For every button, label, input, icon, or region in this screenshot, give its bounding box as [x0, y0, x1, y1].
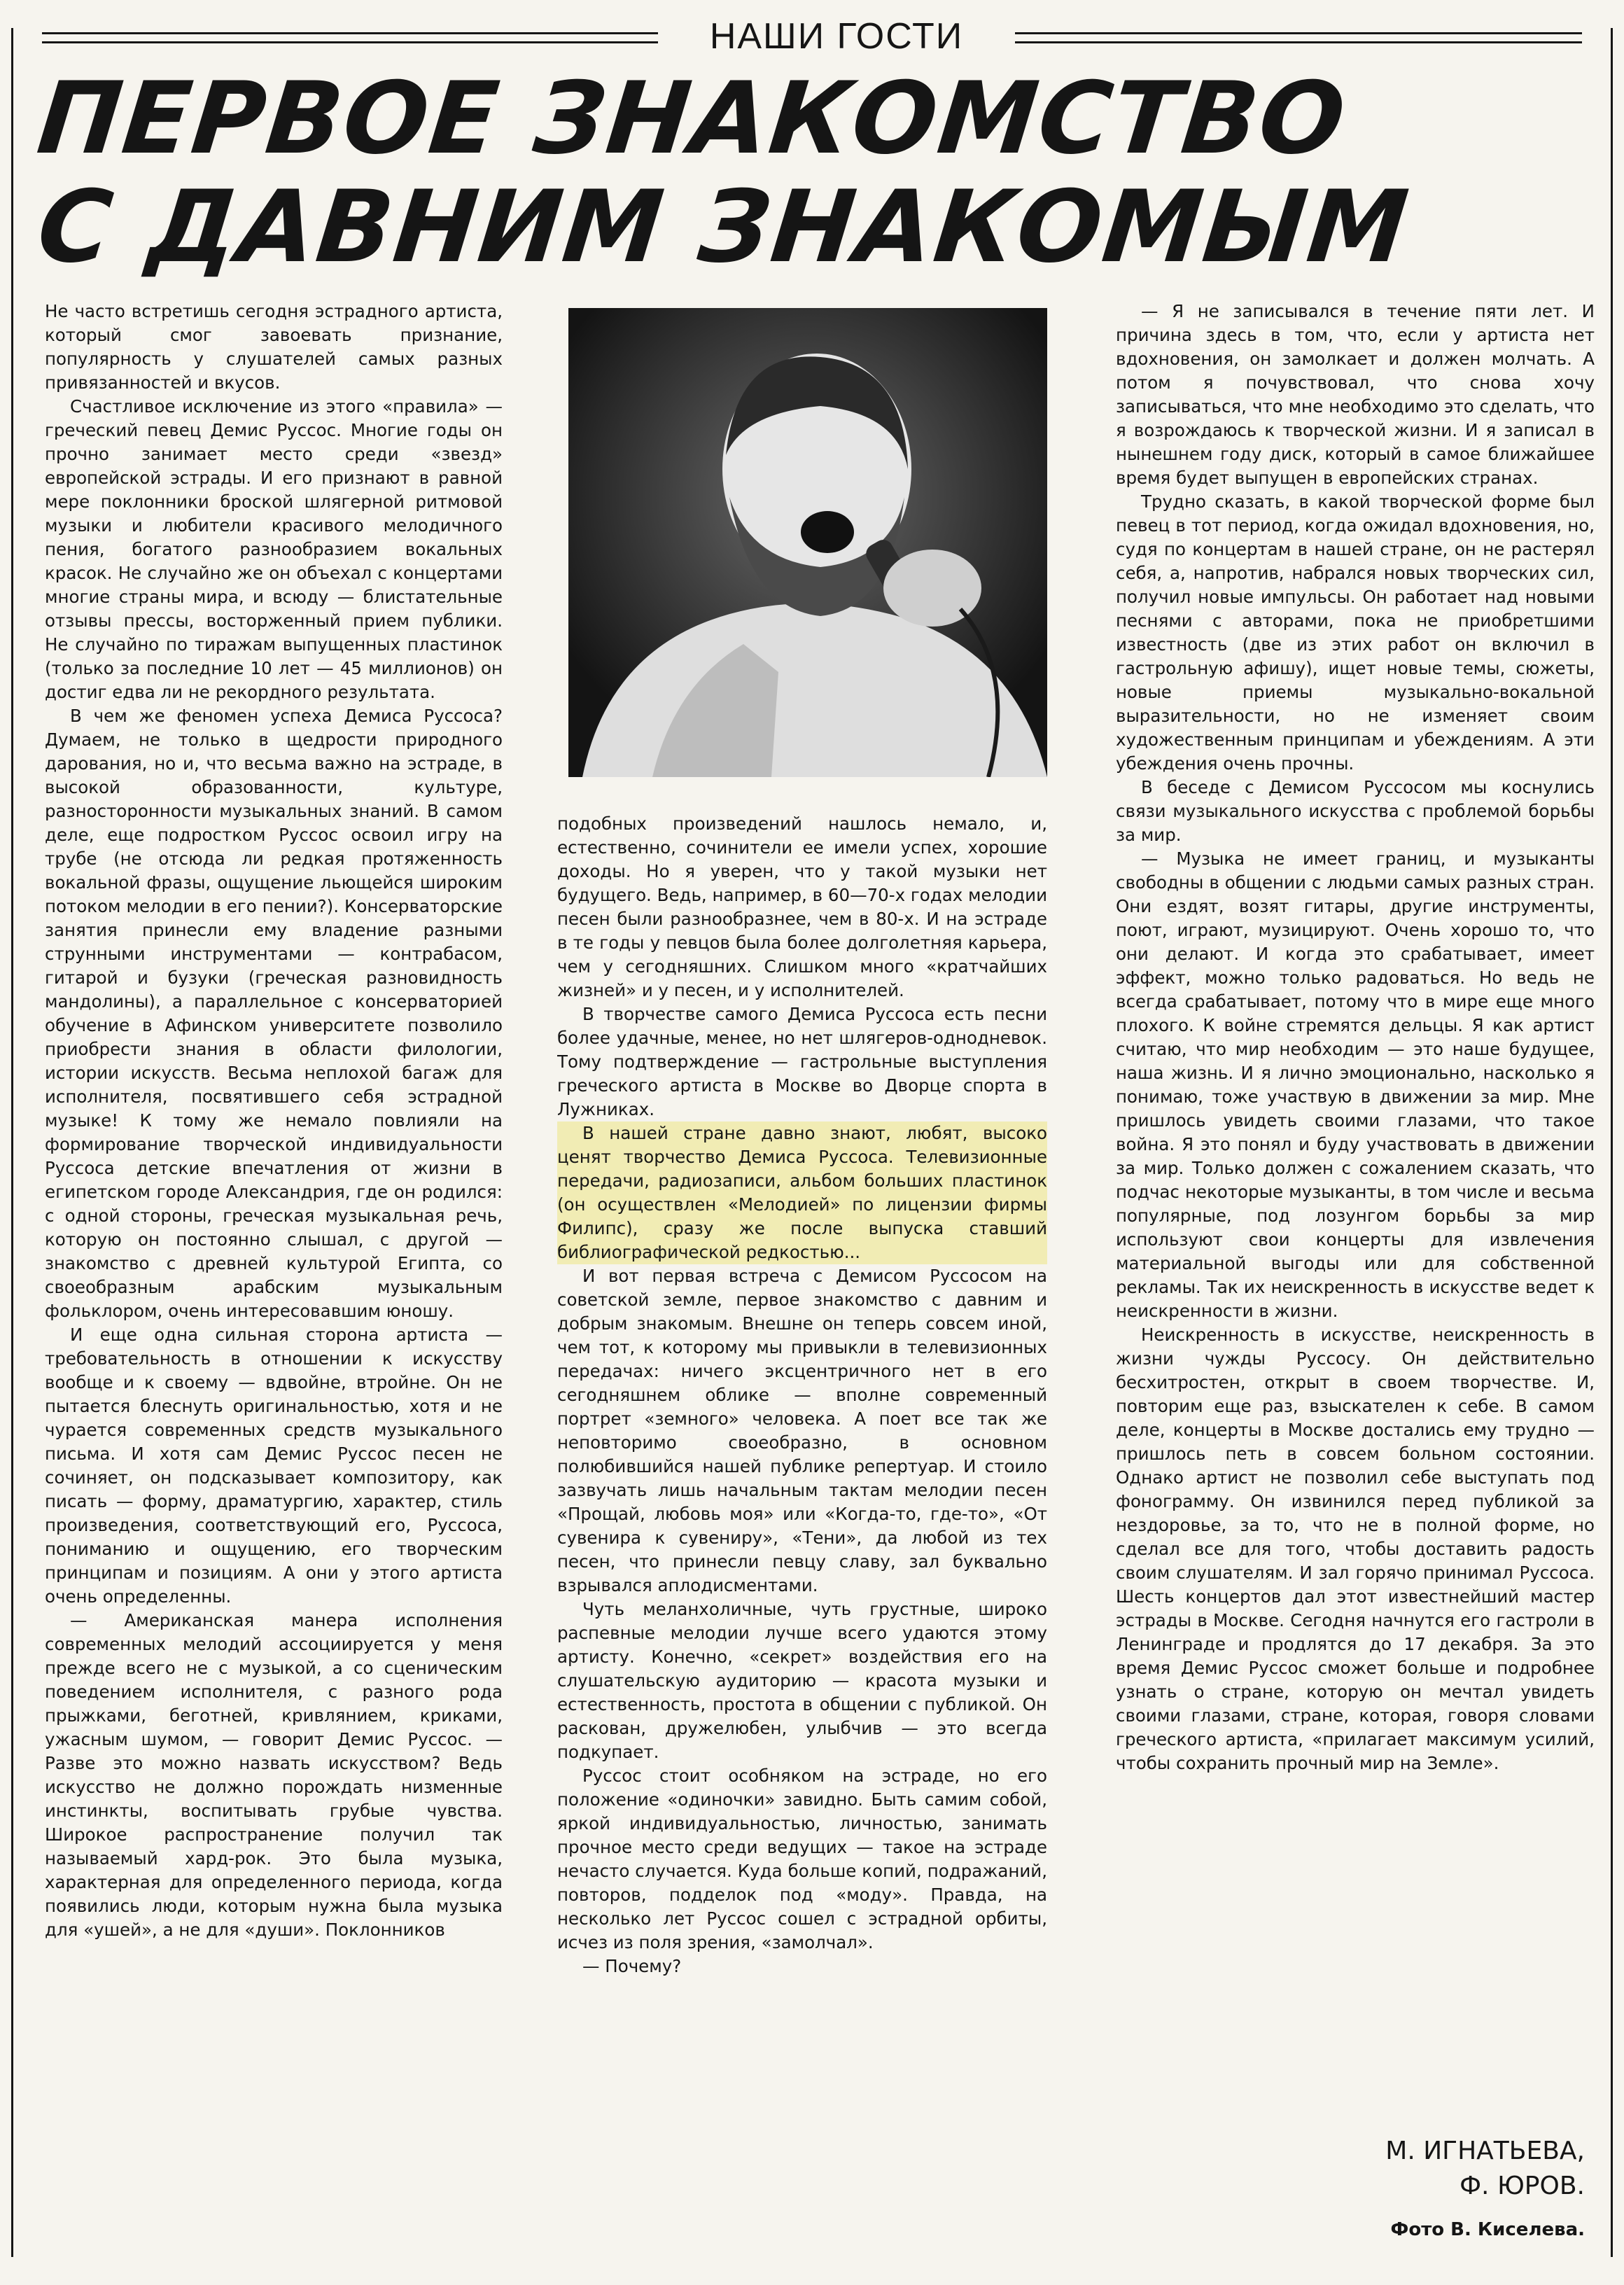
article-column-1	[45, 300, 503, 2253]
column-1-paragraph: И еще одна сильная сторона артиста — требовательность в отношении к искусству вообще и к своему — вдвойне, втройне. Он не пытается блеснуть оригинальностью, хотя и не чурается современных средств музыкального письма. И хотя сам Демис Руссос песен не сочиняет, он подсказывает композитору, как писать — форму, драматургию, характер, стиль произведения, соответствующий его, Руссоса, пониманию и ощущению, его творческим принципам и позициям. А они у этого артиста очень определенны.	[45, 1325, 503, 1607]
column-2-paragraph: Руссос стоит особняком на эстраде, но его положение «одиночки» завидно. Быть самим собой, яркой индивидуальностью, личностью, занимать прочное место среди ведущих — такое на эстраде нечасто случается. Куда больше копий, подражаний, повторов, подделок под «моду». Правда, на несколько лет Руссос сошел с эстрадной орбиты, исчез из поля зрения, «замолчал».	[557, 1766, 1047, 1952]
rubric-rule-right	[1015, 32, 1582, 43]
column-1-paragraph: В чем же феномен успеха Демиса Руссоса? Думаем, не только в щедрости природного дарования, но и, что весьма важно на эстраде, в высокой образованности, культуре, разносторонности музыкальных знаний. В самом деле, еще подростком Руссос освоил игру на трубе (не отсюда ли редкая протяженность вокальной фразы, ощущение льющейся широким потоком мелодии в его пении?). Консерваторские занятия принесли ему владение разными струнными инструментами — контрабасом, гитарой и бузуки (греческая разновидность мандолины), а параллельное с консерваторией обучение в Афинском университете позволило приобрести знания в области филологии, истории искусств. Весьма неплохой багаж для исполнителя, посвятившего себя эстрадной музыке! К тому же немало повлияли на формирование творческой индивидуальности Руссоса детские впечатления от жизни в египетском городе Александрия, где он родился: с одной стороны, греческая музыкальная речь, которую он постоянно слышал, с другой — знакомство с древней культурой Египта, со своеобразным арабским музыкальным фольклором, очень интересовавшим юношу.	[45, 706, 503, 1321]
column-3-paragraph: Неискренность в искусстве, неискренность в жизни чужды Руссосу. Он действительно бесхитростен, открыт в своем творчестве. И, повторим еще раз, взыскателен к себе. В самом деле, концерты в Москве достались ему трудно — пришлось петь в совсем больном состоянии. Однако артист не позволил себе выступать под фонограмму. Он извинился перед публикой за нездоровье, за то, что не в полной форме, но сделал все для того, чтобы доставить радость своим слушателям. И зал горячо принимал Руссоса. Шесть концертов дал этот известнейший мастер эстрады в Москве. Сегодня начнутся его гастроли в Ленинграде и продлятся до 17 декабря. За это время Демис Руссос сможет больше и подробнее узнать о стране, которую он мечтал увидеть своими глазами, стране, которая, говоря словами греческого артиста, «прилагает максимум усилий, чтобы сохранить прочный мир на Земле».	[1116, 1325, 1595, 1773]
rubric-label: НАШИ ГОСТИ	[709, 16, 964, 57]
column-1-paragraph: Счастливое исключение из этого «правила» — греческий певец Демис Руссос. Многие годы он прочно занимает место среди «звезд» европейской эстрады. И его признают в равной мере поклонники броской шлягерной ритмовой музыки и любители красивого мелодичного пения, богатого разнообразием вокальных красок. Не случайно же он объехал с концертами многие страны мира, и всюду — блистательные отзывы прессы, восторженный прием публики. Не случайно по тиражам выпущенных пластинок (только за последние 10 лет — 45 миллионов) он достиг едва ли не рекордного результата.	[45, 396, 503, 702]
highlighted-paragraph: В нашей стране давно знают, любят, высоко ценят творчество Демиса Руссоса. Телевизионные передачи, радиозаписи, альбом больших пластинок (он осуществлен «Мелодией» по лицензии фирмы Филипс), сразу же после выпуска ставший библиографической редкостью...	[557, 1121, 1047, 1264]
author-signature-2: Ф. ЮРОВ.	[1460, 2172, 1585, 2200]
column-2-paragraph: подобных произведений нашлось немало, и, естественно, сочинители ее имели успех, хорошие доходы. Но я уверен, что у такой музыки нет будущего. Ведь, например, в 60—70-х годах мелодии песен были разнообразнее, чем в 80-х. И на эстраде в те годы у певцов была более долголетняя карьера, чем у сегодняшних. Слишком много «кратчайших жизней» и у песен, и у исполнителей.	[557, 813, 1047, 1000]
right-border-rule	[1611, 28, 1613, 2257]
column-1-paragraph: Не часто встретишь сегодня эстрадного артиста, который смог завоевать признание, популярность у слушателей самых разных привязанностей и вкусов.	[45, 301, 503, 393]
left-border-rule	[11, 28, 13, 2257]
column-2-paragraph: — Почему?	[582, 1956, 682, 1976]
column-1-paragraph: — Американская манера исполнения современных мелодий ассоциируется у меня прежде всего не с музыкой, а со сценическим поведением исполнителя, с разного рода прыжками, беготней, кривлянием, криками, ужасным шумом, — говорит Демис Руссос. — Разве это можно назвать искусством? Ведь искусство не должно порождать низменные инстинкты, воспитывать грубые чувства. Широкое распространение получил так называемый хард-рок. Это была музыка, характерная для определенного периода, когда появились люди, которым нужна была музыка для «ушей», а не для «души». Поклонников	[45, 1610, 503, 1940]
column-2-paragraph: В творчестве самого Демиса Руссоса есть песни более удачные, менее, но нет шлягеров-однодневок. Тому подтверждение — гастрольные выступления греческого артиста в Москве во Дворце спорта в Лужниках.	[557, 1004, 1047, 1119]
column-2-paragraph: Чуть меланхоличные, чуть грустные, широко распевные мелодии лучше всего удаются этому артисту. Конечно, «секрет» воздействия его на слушательскую аудиторию — красота музыки и естественность, простота в общении с публикой. Он раскован, дружелюбен, улыбчив — это всегда подкупает.	[557, 1599, 1047, 1762]
article-column-3	[1116, 300, 1595, 2155]
column-2-paragraph: И вот первая встреча с Демисом Руссосом на советской земле, первое знакомство с давним и добрым знакомым. Внешне он теперь совсем иной, чем тот, к которому мы привыкли в телевизионных передачах: ничего эксцентричного нет в его сегодняшнем облике — вполне современный портрет «земного» человека. А поет все так же неповторимо своеобразно, в основном полюбившийся нашей публике репертуар. И стоило зазвучать лишь начальным тактам мелодии песен «Прощай, любовь моя» или «Когда-то, где-то», «От сувенира к сувениру», «Тени», да любой из тех песен, что принесли певцу славу, зал буквально взрывался аплодисментами.	[557, 1266, 1047, 1595]
headline-line-2: С ДАВНИМ ЗНАКОМЫМ	[32, 169, 1415, 285]
portrait-photo	[568, 308, 1047, 777]
rubric-bar	[42, 15, 1582, 57]
column-3-paragraph: Трудно сказать, в какой творческой форме был певец в тот период, когда ожидал вдохновения, но, судя по концертам в нашей стране, он не растерял себя, а, напротив, набрался новых творческих сил, получил новые импульсы. Он работает над новыми песнями с авторами, пока не приобретшими известность (две из этих работ он включил в гастрольную афишу), ищет новые темы, сюжеты, новые приемы музыкально-вокальной выразительности, но не изменяет своим художественным принципам и убеждениям. А эти убеждения очень прочны.	[1116, 491, 1595, 774]
rubric-rule-left	[42, 32, 658, 43]
column-3-paragraph: — Музыка не имеет границ, и музыканты свободны в общении с людьми самых разных стран. Они ездят, возят гитары, другие инструменты, поют, играют, музицируют. Очень хорошо то, что они делают. И когда это срабатывает, имеет эффект, можно только радоваться. Но ведь не всегда срабатывает, потому что в мире еще много плохого. К войне стремятся дельцы. Я как артист считаю, что мир необходим — это наше будущее, наша жизнь. И я лично эмоционально, насколько я понимаю, тоже участвую в движении за мир. Мне пришлось увидеть своими глазами, что такое война. Я это понял и буду участвовать в движении за мир. Только должен с сожалением сказать, что подчас некоторые музыканты, в том числе и весьма популярные, под лозунгом борьбы за мир используют свои концерты для извлечения материальной выгоды или для собственной рекламы. Так их неискренность в искусстве ведет к неискренности в жизни.	[1116, 848, 1595, 1321]
author-signature-1: М. ИГНАТЬЕВА,	[1385, 2137, 1585, 2165]
article-column-2	[557, 812, 1047, 2254]
headline-line-1: ПЕРВОЕ ЗНАКОМСТВО	[32, 61, 1352, 176]
column-3-paragraph: — Я не записывался в течение пяти лет. И причина здесь в том, что, если у артиста нет вдохновения, он замолкает и должен молчать. А потом я почувствовал, что снова хочу записываться, что мне необходимо это сделать, что я возрождаюсь к творческой жизни. И я записал в нынешнем году диск, который в самое ближайшее время будет выпущен в европейских странах.	[1116, 301, 1595, 488]
column-3-paragraph: В беседе с Демисом Руссосом мы коснулись связи музыкального искусства с проблемой борьбы за мир.	[1116, 777, 1595, 845]
photo-credit: Фото В. Киселева.	[1390, 2219, 1585, 2240]
